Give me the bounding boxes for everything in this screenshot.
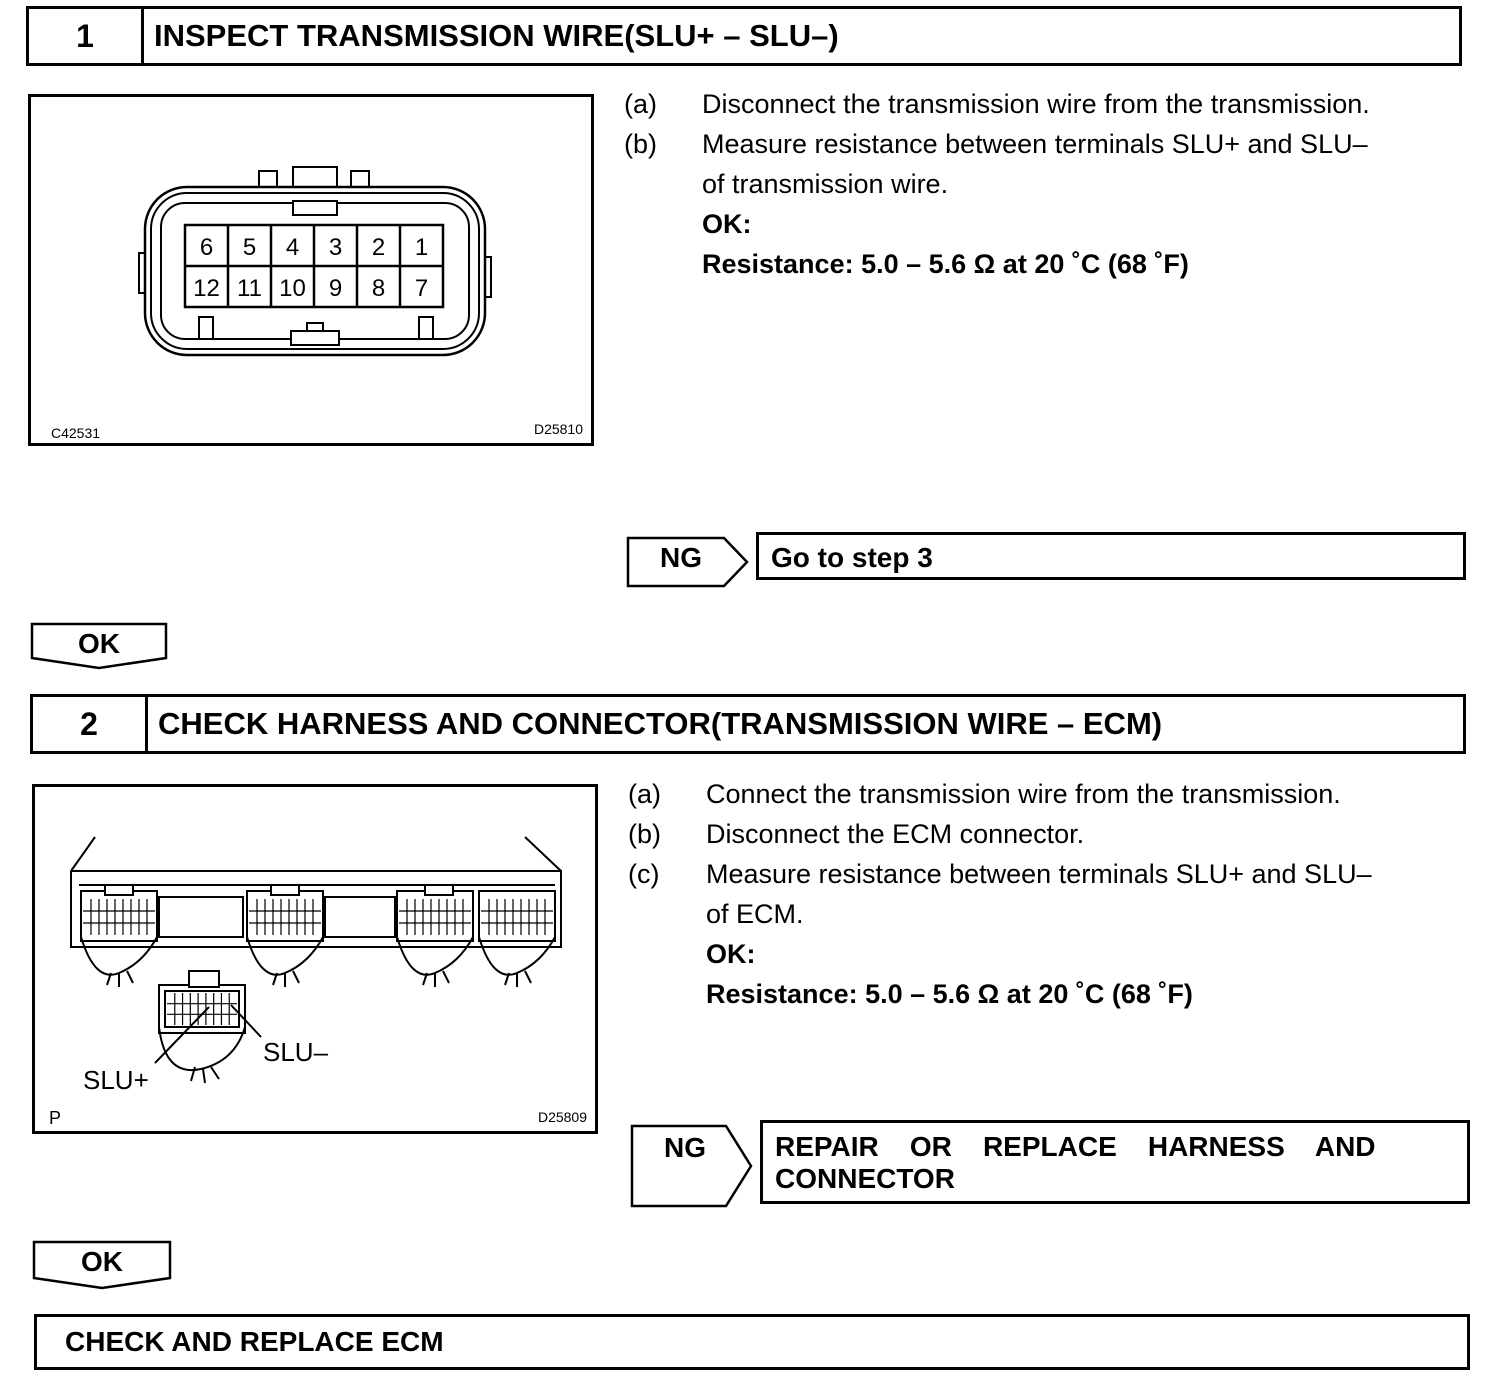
spec-row [628, 974, 1488, 1014]
ok-criteria-label: OK: [706, 939, 756, 969]
pin-label: 7 [414, 275, 429, 302]
instruction-text: Measure resistance between terminals SLU+ and SLU– [702, 129, 1368, 159]
step2-figure [32, 784, 598, 1134]
instruction-row [628, 774, 1488, 814]
pin-label: 3 [328, 234, 343, 261]
step1-figure-code-left: C42531 [51, 425, 101, 441]
step2-ng-label: NG [664, 1132, 706, 1163]
instruction-row [624, 84, 1484, 124]
instruction-label: (c) [628, 859, 660, 889]
step1-ok-label: OK [78, 628, 120, 659]
step2-figure-code-left: P [49, 1108, 62, 1128]
pin-label: 8 [371, 275, 386, 302]
ng-target-line1: REPAIR OR REPLACE HARNESS AND [775, 1131, 1376, 1162]
step1-header [26, 6, 1462, 66]
pin-label: 6 [199, 234, 214, 261]
step2-ng-target [760, 1120, 1470, 1204]
instruction-text: Disconnect the transmission wire from the transmission. [702, 89, 1370, 119]
step1-figure [28, 94, 594, 446]
step1-title: INSPECT TRANSMISSION WIRE(SLU+ – SLU–) [154, 18, 839, 53]
pin-label: 1 [414, 234, 429, 261]
ng-target-line2: CONNECTOR [775, 1163, 955, 1194]
step2-instructions [628, 774, 1488, 1014]
pin-label: 9 [328, 275, 343, 302]
step2-figure-code-right: D25809 [537, 1109, 587, 1125]
instruction-row [624, 164, 1484, 204]
instruction-row [628, 814, 1488, 854]
connector-12pin-diagram [31, 97, 591, 443]
instruction-row [624, 124, 1484, 164]
step1-instructions [624, 84, 1484, 284]
step2-ok-label: OK [81, 1246, 123, 1277]
slu-minus-label: SLU– [263, 1037, 329, 1067]
pin-label: 5 [242, 234, 257, 261]
step1-ng-label: NG [660, 542, 702, 573]
instruction-text: of transmission wire. [702, 169, 949, 199]
instruction-label [628, 894, 706, 934]
step2-header [30, 694, 1466, 754]
instruction-label [624, 164, 702, 204]
spec-row [624, 244, 1484, 284]
ok-criteria-row [628, 934, 1488, 974]
resistance-spec: Resistance: 5.0 – 5.6 Ω at 20 ˚C (68 ˚F) [702, 249, 1189, 279]
instruction-text: Disconnect the ECM connector. [706, 819, 1085, 849]
instruction-text: of ECM. [706, 899, 804, 929]
step2-number: 2 [33, 697, 148, 751]
pin-label: 12 [193, 275, 220, 302]
pin-label: 10 [279, 275, 306, 302]
pin-label: 11 [237, 275, 262, 302]
slu-plus-label: SLU+ [83, 1065, 149, 1095]
instruction-label: (a) [628, 779, 661, 809]
step1-figure-code-right: D25810 [533, 421, 583, 437]
pin-label: 4 [285, 234, 300, 261]
instruction-row [628, 854, 1488, 894]
step2-title: CHECK HARNESS AND CONNECTOR(TRANSMISSION WIRE – ECM) [158, 706, 1163, 741]
instruction-label: (a) [624, 89, 657, 119]
step1-ng-target: Go to step 3 [756, 532, 1466, 580]
ok-criteria-row [624, 204, 1484, 244]
instruction-row [628, 894, 1488, 934]
instruction-label: (b) [628, 819, 661, 849]
step1-number: 1 [29, 9, 144, 63]
pin-label: 2 [371, 234, 386, 261]
instruction-text: Measure resistance between terminals SLU+ and SLU– [706, 859, 1372, 889]
instruction-text: Connect the transmission wire from the transmission. [706, 779, 1341, 809]
resistance-spec: Resistance: 5.0 – 5.6 Ω at 20 ˚C (68 ˚F) [706, 979, 1193, 1009]
final-action-box: CHECK AND REPLACE ECM [34, 1314, 1470, 1370]
instruction-label: (b) [624, 129, 657, 159]
ok-criteria-label: OK: [702, 209, 752, 239]
